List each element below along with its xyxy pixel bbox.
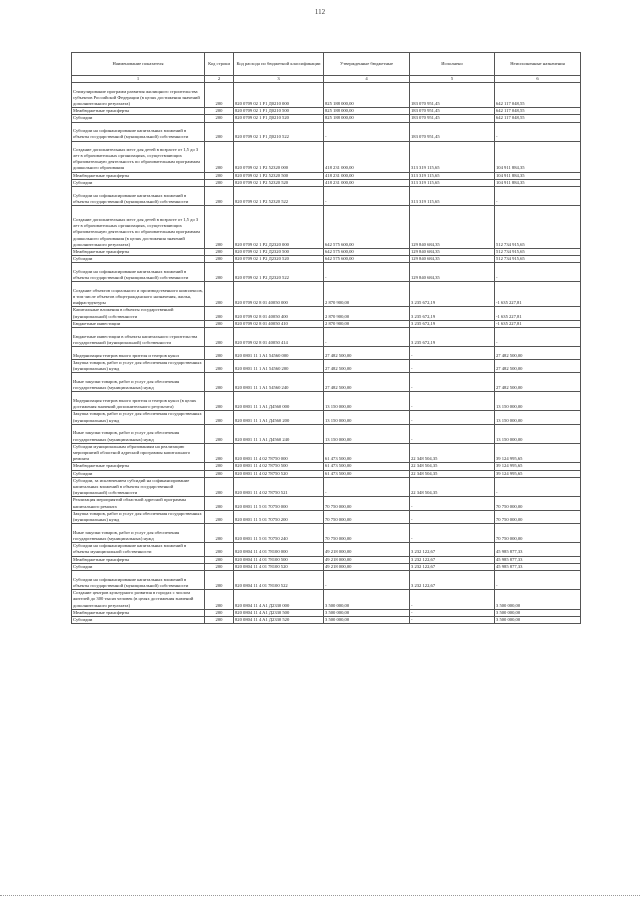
row-approved: 27 482 500,00 [324, 360, 410, 373]
row-name: Субсидии [72, 563, 205, 570]
row-remaining: 70 750 000,00 [495, 510, 581, 523]
row-code: 200 [205, 563, 234, 570]
table-row [72, 108, 581, 115]
row-name: Закупка товаров, работ и услуг для обеспечения государственных (муниципальных) нужд [72, 411, 205, 424]
row-approved: 49 218 000,00 [324, 556, 410, 563]
row-approved: 418 231 000,00 [324, 141, 410, 172]
header-executed: Исполнено [410, 53, 495, 76]
row-name: Межбюджетные трансферты [72, 609, 205, 616]
row-code: 200 [205, 477, 234, 497]
row-approved: - [324, 571, 410, 590]
row-name: Субсидии [72, 115, 205, 122]
row-remaining: - [495, 477, 581, 497]
row-approved: 61 473 500,00 [324, 470, 410, 477]
row-kbk: 820 0801 11 1 A1 Д4560 200 [234, 411, 324, 424]
row-name: Создание объектов социального и производственного комплексов, в том числе объектов общегражданского назначения, жилья, инфраструктуры [72, 282, 205, 307]
row-name: Бюджетные инвестиции в объекты капитального строительства государственной (муниципальной) собственности [72, 328, 205, 347]
row-executed: 183 070 951,45 [410, 83, 495, 108]
table-row [72, 83, 581, 108]
row-remaining: - [495, 187, 581, 206]
row-kbk: 820 0709 02 1 F1 Д0210 520 [234, 115, 324, 122]
row-approved: - [324, 187, 410, 206]
row-remaining: - [495, 122, 581, 141]
row-executed: - [410, 373, 495, 392]
row-executed: 183 070 951,45 [410, 115, 495, 122]
row-code: 200 [205, 307, 234, 320]
row-kbk: 820 0801 11 5 01 70750 240 [234, 524, 324, 543]
row-code: 200 [205, 115, 234, 122]
row-remaining: -1 635 227,81 [495, 320, 581, 327]
header-approved: Утвержденные бюджетные [324, 53, 410, 76]
table-row [72, 571, 581, 590]
table-row [72, 443, 581, 463]
row-name: Иные закупки товаров, работ и услуг для обеспечения государственных (муниципальных) нужд [72, 424, 205, 443]
column-number-row [72, 76, 581, 83]
table-row [72, 115, 581, 122]
row-name: Стимулирование программ развития жилищного строительства субъектов Российской Федерации (в целях достижения значений дополнительного результата) [72, 83, 205, 108]
row-approved: 13 150 000,00 [324, 424, 410, 443]
row-approved: - [324, 328, 410, 347]
row-kbk: 820 0709 02 1 P2 Д2320 500 [234, 249, 324, 256]
row-code: 200 [205, 571, 234, 590]
table-row [72, 122, 581, 141]
row-kbk: 820 0709 02 1 P2 52320 000 [234, 141, 324, 172]
table-row [72, 307, 581, 320]
row-remaining: 104 911 884,35 [495, 172, 581, 179]
row-kbk: 820 0709 02 8 01 40050 410 [234, 320, 324, 327]
row-approved: 2 870 900,00 [324, 282, 410, 307]
row-code: 200 [205, 470, 234, 477]
row-executed: 3 232 122,67 [410, 563, 495, 570]
row-approved: 3 500 000,00 [324, 590, 410, 610]
table-body [72, 83, 581, 624]
row-remaining: -1 635 227,81 [495, 282, 581, 307]
row-approved: 2 870 900,00 [324, 307, 410, 320]
row-name: Субсидии на софинансирование капитальных вложений в объекты государственной (муниципальной) собственности [72, 122, 205, 141]
row-remaining: 104 911 884,35 [495, 141, 581, 172]
row-executed: - [410, 424, 495, 443]
row-code: 200 [205, 616, 234, 623]
row-approved: 825 188 000,00 [324, 108, 410, 115]
row-remaining: 70 750 000,00 [495, 497, 581, 510]
row-remaining: - [495, 571, 581, 590]
row-kbk: 820 0804 11 4 01 78100 522 [234, 571, 324, 590]
row-executed: - [410, 609, 495, 616]
row-approved: 27 482 500,00 [324, 373, 410, 392]
row-kbk: 820 0801 11 4 02 78750 521 [234, 477, 324, 497]
row-executed: 3 235 672,19 [410, 282, 495, 307]
row-code: 200 [205, 172, 234, 179]
row-kbk: 820 0709 02 1 P2 Д2320 520 [234, 256, 324, 263]
row-code: 200 [205, 443, 234, 463]
row-approved: 70 750 000,00 [324, 497, 410, 510]
row-code: 200 [205, 392, 234, 411]
row-name: Капитальные вложения в объекты государственной (муниципальной) собственности [72, 307, 205, 320]
row-approved: 13 150 000,00 [324, 411, 410, 424]
row-code: 200 [205, 497, 234, 510]
row-code: 200 [205, 463, 234, 470]
row-name: Реализация мероприятий областной адресной программы капитального ремонта [72, 497, 205, 510]
row-remaining: 512 734 915,65 [495, 249, 581, 256]
row-name: Иные закупки товаров, работ и услуг для обеспечения государственных (муниципальных) нужд [72, 373, 205, 392]
row-code: 200 [205, 249, 234, 256]
table-row [72, 616, 581, 623]
row-executed: - [410, 524, 495, 543]
row-approved: 825 188 000,00 [324, 115, 410, 122]
row-kbk: 820 0801 11 5 01 70750 200 [234, 510, 324, 523]
budget-execution-table [71, 52, 581, 624]
row-approved: 61 473 500,00 [324, 463, 410, 470]
row-executed: 22 348 504,35 [410, 477, 495, 497]
row-name: Модернизация театров юного зрителя и театров кукол (в целях достижения значений дополнительного результата) [72, 392, 205, 411]
row-executed: - [410, 497, 495, 510]
row-remaining: 13 150 000,00 [495, 411, 581, 424]
row-kbk: 820 0709 02 8 01 40050 400 [234, 307, 324, 320]
row-name: Межбюджетные трансферты [72, 556, 205, 563]
row-kbk: 820 0709 02 1 P2 Д2320 000 [234, 206, 324, 249]
row-kbk: 820 0801 11 1 A1 Д4560 240 [234, 424, 324, 443]
row-kbk: 820 0804 11 4 A1 Д2330 520 [234, 616, 324, 623]
table-row [72, 141, 581, 172]
row-name: Создание дополнительных мест для детей в возрасте от 1,5 до 3 лет в образовательных организациях, осуществляющих образовательную деятельность по образовательным программам дошкольного образования (в целях достижения значений дополнительного результата) [72, 206, 205, 249]
row-code: 200 [205, 256, 234, 263]
table-row [72, 360, 581, 373]
table-row [72, 556, 581, 563]
row-code: 200 [205, 347, 234, 360]
row-name: Субсидии [72, 179, 205, 186]
row-kbk: 820 0801 11 4 02 78750 500 [234, 463, 324, 470]
row-kbk: 820 0709 02 8 01 40050 414 [234, 328, 324, 347]
row-approved: 27 482 500,00 [324, 347, 410, 360]
row-code: 200 [205, 282, 234, 307]
row-executed: 129 840 684,35 [410, 249, 495, 256]
row-kbk: 820 0709 02 1 P2 52320 500 [234, 172, 324, 179]
row-name: Межбюджетные трансферты [72, 463, 205, 470]
row-kbk: 820 0804 11 4 01 78100 000 [234, 543, 324, 556]
header-remaining: Неисполненные назначения [495, 53, 581, 76]
row-approved: - [324, 477, 410, 497]
row-kbk: 820 0804 11 4 01 78100 500 [234, 556, 324, 563]
row-approved: 3 500 000,00 [324, 616, 410, 623]
row-code: 200 [205, 141, 234, 172]
row-code: 200 [205, 328, 234, 347]
row-executed: 313 319 115,65 [410, 172, 495, 179]
page-number: 112 [314, 8, 326, 16]
row-kbk: 820 0709 02 1 P2 52320 522 [234, 187, 324, 206]
row-executed: - [410, 360, 495, 373]
table-row [72, 497, 581, 510]
column-number: 6 [495, 76, 581, 83]
row-name: Субсидии [72, 616, 205, 623]
row-executed: 3 232 122,67 [410, 571, 495, 590]
row-executed: 129 840 684,35 [410, 206, 495, 249]
row-remaining: 642 117 048,55 [495, 108, 581, 115]
table-row [72, 609, 581, 616]
row-name: Межбюджетные трансферты [72, 172, 205, 179]
row-executed: 22 348 504,35 [410, 463, 495, 470]
row-remaining: 39 124 995,65 [495, 470, 581, 477]
row-kbk: 820 0801 11 4 02 78750 520 [234, 470, 324, 477]
row-kbk: 820 0804 11 4 A1 Д2330 500 [234, 609, 324, 616]
table-row [72, 510, 581, 523]
row-code: 200 [205, 83, 234, 108]
row-approved: 70 750 000,00 [324, 524, 410, 543]
table-row [72, 392, 581, 411]
row-remaining: - [495, 328, 581, 347]
row-remaining: 3 500 000,00 [495, 590, 581, 610]
row-approved: 49 218 000,00 [324, 563, 410, 570]
row-kbk: 820 0801 11 4 02 78750 000 [234, 443, 324, 463]
row-executed: 22 348 504,35 [410, 443, 495, 463]
row-kbk: 820 0709 02 1 P2 Д2320 522 [234, 263, 324, 282]
row-approved: 2 870 900,00 [324, 320, 410, 327]
row-remaining: 27 482 500,00 [495, 373, 581, 392]
row-code: 200 [205, 609, 234, 616]
row-code: 200 [205, 108, 234, 115]
table-row [72, 347, 581, 360]
row-executed: - [410, 590, 495, 610]
row-remaining: 45 985 877,33 [495, 556, 581, 563]
row-name: Субсидии [72, 256, 205, 263]
header-code: Код строки [205, 53, 234, 76]
row-code: 200 [205, 590, 234, 610]
table-row [72, 179, 581, 186]
row-code: 200 [205, 263, 234, 282]
table-row [72, 282, 581, 307]
row-remaining: - [495, 263, 581, 282]
row-executed: 3 235 672,19 [410, 328, 495, 347]
row-name: Субсидии на софинансирование капитальных вложений в объекты муниципальной собственности [72, 543, 205, 556]
row-code: 200 [205, 360, 234, 373]
row-name: Закупка товаров, работ и услуг для обеспечения государственных (муниципальных) нужд [72, 510, 205, 523]
row-code: 200 [205, 543, 234, 556]
table-row [72, 524, 581, 543]
row-approved: 3 500 000,00 [324, 609, 410, 616]
row-executed: 22 348 504,35 [410, 470, 495, 477]
footer-divider [0, 895, 640, 897]
column-number: 1 [72, 76, 205, 83]
row-kbk: 820 0804 11 4 01 78100 520 [234, 563, 324, 570]
row-name: Субсидии на софинансирование капитальных вложений в объекты государственной (муниципальной) собственности [72, 571, 205, 590]
row-executed: 313 319 115,65 [410, 179, 495, 186]
row-kbk: 820 0709 02 1 P2 52320 520 [234, 179, 324, 186]
row-approved: 642 575 600,00 [324, 249, 410, 256]
table-row [72, 256, 581, 263]
row-executed: - [410, 411, 495, 424]
row-remaining: 104 911 884,35 [495, 179, 581, 186]
table-row [72, 249, 581, 256]
column-number: 2 [205, 76, 234, 83]
row-remaining: 45 985 877,33 [495, 543, 581, 556]
table-header-row [72, 53, 581, 76]
row-remaining: 27 482 500,00 [495, 347, 581, 360]
row-name: Субсидии муниципальным образованиям на реализацию мероприятий областной адресной программы капитального ремонта [72, 443, 205, 463]
table-row [72, 563, 581, 570]
row-code: 200 [205, 373, 234, 392]
table-row [72, 206, 581, 249]
row-remaining: 70 750 000,00 [495, 524, 581, 543]
row-executed: 313 319 115,65 [410, 187, 495, 206]
table-row [72, 463, 581, 470]
row-executed: 313 319 115,65 [410, 141, 495, 172]
row-executed: 3 235 672,19 [410, 307, 495, 320]
row-kbk: 820 0801 11 1 A1 54560 200 [234, 360, 324, 373]
row-remaining: 512 734 915,65 [495, 256, 581, 263]
row-approved: - [324, 122, 410, 141]
row-approved: 70 750 000,00 [324, 510, 410, 523]
row-code: 200 [205, 524, 234, 543]
row-executed: 3 232 122,67 [410, 543, 495, 556]
row-code: 200 [205, 122, 234, 141]
row-remaining: 13 150 000,00 [495, 392, 581, 411]
row-approved: 418 231 000,00 [324, 179, 410, 186]
row-kbk: 820 0709 02 1 F1 Д0210 522 [234, 122, 324, 141]
table-row [72, 187, 581, 206]
row-remaining: 39 124 995,65 [495, 463, 581, 470]
row-kbk: 820 0709 02 8 01 40050 000 [234, 282, 324, 307]
row-executed: 183 070 951,45 [410, 108, 495, 115]
table-row [72, 172, 581, 179]
table-row [72, 590, 581, 610]
row-remaining: 3 500 000,00 [495, 609, 581, 616]
row-executed: 129 840 684,35 [410, 263, 495, 282]
column-number: 3 [234, 76, 324, 83]
row-kbk: 820 0709 02 1 F1 Д0210 000 [234, 83, 324, 108]
row-approved: 642 575 600,00 [324, 206, 410, 249]
row-remaining: 512 734 915,65 [495, 206, 581, 249]
header-name: Наименование показателя [72, 53, 205, 76]
row-code: 200 [205, 320, 234, 327]
row-approved: 642 575 600,00 [324, 256, 410, 263]
row-executed: - [410, 616, 495, 623]
row-name: Субсидии на софинансирование капитальных вложений в объекты государственной (муниципальной) собственности [72, 187, 205, 206]
row-name: Иные закупки товаров, работ и услуг для обеспечения государственных (муниципальных) нужд [72, 524, 205, 543]
row-remaining: -1 635 227,81 [495, 307, 581, 320]
row-approved: - [324, 263, 410, 282]
row-remaining: 642 117 048,55 [495, 83, 581, 108]
row-approved: 13 150 000,00 [324, 392, 410, 411]
row-kbk: 820 0801 11 1 A1 54560 240 [234, 373, 324, 392]
table-row [72, 373, 581, 392]
row-name: Субсидии на софинансирование капитальных вложений в объекты государственной (муниципальной) собственности [72, 263, 205, 282]
row-remaining: 3 500 000,00 [495, 616, 581, 623]
row-remaining: 39 124 995,65 [495, 443, 581, 463]
row-code: 200 [205, 179, 234, 186]
row-remaining: 13 150 000,00 [495, 424, 581, 443]
row-code: 200 [205, 411, 234, 424]
row-name: Создание дополнительных мест для детей в возрасте от 1,5 до 3 лет в образовательных организациях, осуществляющих образовательную деятельность по образовательным программам дошкольного образования [72, 141, 205, 172]
row-name: Бюджетные инвестиции [72, 320, 205, 327]
row-kbk: 820 0709 02 1 F1 Д0210 500 [234, 108, 324, 115]
row-approved: 61 473 500,00 [324, 443, 410, 463]
row-name: Субсидии, за исключением субсидий на софинансирование капитальных вложений в объекты государственной (муниципальной) собственности [72, 477, 205, 497]
row-approved: 418 231 000,00 [324, 172, 410, 179]
row-executed: 3 232 122,67 [410, 556, 495, 563]
table-row [72, 424, 581, 443]
row-executed: - [410, 392, 495, 411]
row-executed: 183 070 951,45 [410, 122, 495, 141]
row-kbk: 820 0804 11 4 A1 Д2330 000 [234, 590, 324, 610]
row-name: Создание центров культурного развития в городах с числом жителей до 300 тысяч человек (в целях достижения значений дополнительного результата) [72, 590, 205, 610]
row-name: Межбюджетные трансферты [72, 249, 205, 256]
table-row [72, 263, 581, 282]
row-code: 200 [205, 510, 234, 523]
table-row [72, 320, 581, 327]
row-executed: 129 840 684,35 [410, 256, 495, 263]
row-kbk: 820 0801 11 5 01 70750 000 [234, 497, 324, 510]
row-kbk: 820 0801 11 1 A1 Д4560 000 [234, 392, 324, 411]
table-row [72, 328, 581, 347]
row-name: Субсидии [72, 470, 205, 477]
row-approved: 49 218 000,00 [324, 543, 410, 556]
row-code: 200 [205, 187, 234, 206]
row-code: 200 [205, 424, 234, 443]
column-number: 4 [324, 76, 410, 83]
row-remaining: 27 482 500,00 [495, 360, 581, 373]
row-remaining: 45 985 877,33 [495, 563, 581, 570]
row-kbk: 820 0801 11 1 A1 54560 000 [234, 347, 324, 360]
table-row [72, 411, 581, 424]
table-row [72, 470, 581, 477]
row-name: Модернизация театров юного зрителя и театров кукол [72, 347, 205, 360]
row-name: Закупка товаров, работ и услуг для обеспечения государственных (муниципальных) нужд [72, 360, 205, 373]
row-executed: - [410, 347, 495, 360]
row-executed: 3 235 672,19 [410, 320, 495, 327]
row-approved: 825 188 000,00 [324, 83, 410, 108]
header-kbk: Код расхода по бюджетной классификации [234, 53, 324, 76]
row-executed: - [410, 510, 495, 523]
row-code: 200 [205, 206, 234, 249]
column-number: 5 [410, 76, 495, 83]
row-code: 200 [205, 556, 234, 563]
row-name: Межбюджетные трансферты [72, 108, 205, 115]
table-row [72, 543, 581, 556]
table-row [72, 477, 581, 497]
row-remaining: 642 117 048,55 [495, 115, 581, 122]
